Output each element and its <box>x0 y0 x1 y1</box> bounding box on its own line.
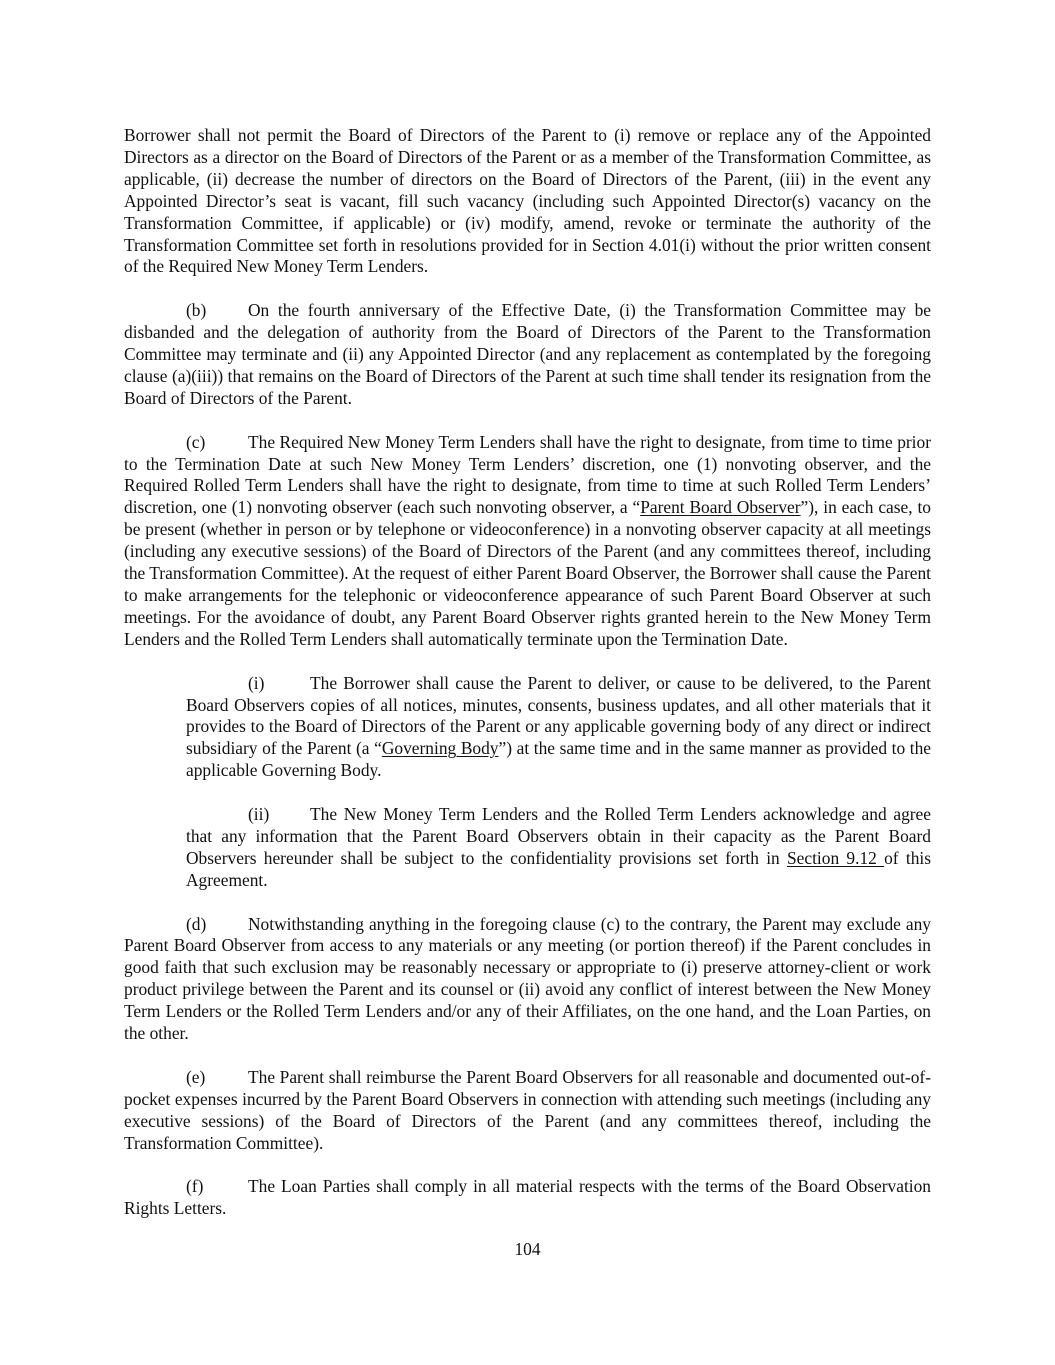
paragraph-c-ii <box>186 804 931 892</box>
section-reference-9-12: Section 9.12 <box>786 847 885 868</box>
defined-term-governing-body: Governing Body <box>381 738 499 759</box>
paragraph-e <box>124 1067 931 1155</box>
paragraph-b-label: (b) <box>186 300 207 321</box>
paragraph-c-i-text-2: ”) at the same time and in the same manner as provided to the applicable Governing Body. <box>186 738 931 781</box>
paragraph-f-label: (f) <box>186 1176 204 1197</box>
paragraph-e-text: The Parent shall reimburse the Parent Board Observers for all reasonable and documented out-of-pocket expenses incurred by the Parent Board Observers in connection with attending such meetings (including any executive sessions) of the Board of Directors of the Parent (and any committees thereof, including the Transformation Committee). <box>124 1066 931 1153</box>
paragraph-b <box>124 300 931 410</box>
page-number: 104 <box>514 1239 541 1259</box>
document-body <box>124 125 931 1220</box>
paragraph-c-i-label: (i) <box>248 672 265 693</box>
defined-term-parent-board-observer: Parent Board Observer <box>640 497 801 518</box>
paragraph-f-text: The Loan Parties shall comply in all material respects with the terms of the Board Observation Rights Letters. <box>124 1176 931 1219</box>
paragraph-a-continuation: Borrower shall not permit the Board of Directors of the Parent to (i) remove or replace any of the Appointed Directors as a director on the Board of Directors of the Parent or as a member of the Transformation Committee, as applicable, (ii) decrease the number of directors on the Board of Directors of the Parent, (iii) in the event any Appointed Director’s seat is vacant, fill such vacancy (including such Appointed Director(s) vacancy on the Transformation Committee, if applicable) or (iv) modify, amend, revoke or terminate the authority of the Transformation Committee set forth in resolutions provided for in Section 4.01(i) without the prior written consent of the Required New Money Term Lenders. <box>124 125 931 277</box>
paragraph-f <box>124 1176 931 1220</box>
paragraph-c-text-2: ”), in each case, to be present (whether in person or by telephone or videoconference) in a nonvoting observer capacity at all meetings (including any executive sessions) of the Board of Directors of the Parent (and any committees thereof, including the Transformation Committee). At the request of either Parent Board Observer, the Borrower shall cause the Parent to make arrangements for the telephonic or videoconference appearance of such Parent Board Observer at such meetings. For the avoidance of doubt, any Parent Board Observer rights granted herein to the New Money Term Lenders and the Rolled Term Lenders shall automatically terminate upon the Termination Date. <box>124 497 931 649</box>
paragraph-b-text: On the fourth anniversary of the Effective Date, (i) the Transformation Committee may be disbanded and the delegation of authority from the Board of Directors of the Parent to the Transformation Committee may terminate and (ii) any Appointed Director (and any replacement as contemplated by the foregoing clause (a)(iii)) that remains on the Board of Directors of the Parent at such time shall tender its resignation from the Board of Directors of the Parent. <box>124 300 931 408</box>
paragraph-d-label: (d) <box>186 913 207 934</box>
paragraph-c-ii-label: (ii) <box>248 804 270 825</box>
paragraph-d-text: Notwithstanding anything in the foregoing clause (c) to the contrary, the Parent may exclude any Parent Board Observer from access to any materials or any meeting (or portion thereof) if the Parent concludes in good faith that such exclusion may be reasonably necessary or appropriate to (i) preserve attorney-client or work product privilege between the Parent and its counsel or (ii) avoid any conflict of interest between the New Money Term Lenders or the Rolled Term Lenders and/or any of their Affiliates, on the one hand, and the Loan Parties, on the other. <box>124 913 931 1044</box>
paragraph-c-i <box>186 673 931 783</box>
paragraph-c-ii-text-2: of this Agreement. <box>186 847 931 890</box>
paragraph-c-ii-text-1: The New Money Term Lenders and the Rolled Term Lenders acknowledge and agree that any information that the Parent Board Observers obtain in their capacity as the Parent Board Observers hereunder shall be subject to the confidentiality provisions set forth in <box>186 804 931 868</box>
paragraph-c-i-text-1: The Borrower shall cause the Parent to deliver, or cause to be delivered, to the Parent Board Observers copies of all notices, minutes, consents, business updates, and all other materials that it provides to the Board of Directors of the Parent or any applicable governing body of any direct or indirect subsidiary of the Parent (a “ <box>186 672 931 759</box>
paragraph-c-label: (c) <box>186 431 206 452</box>
paragraph-c <box>124 432 931 651</box>
paragraph-e-label: (e) <box>186 1066 206 1087</box>
paragraph-d <box>124 914 931 1045</box>
paragraph-c-text-1: The Required New Money Term Lenders shall have the right to designate, from time to time prior to the Termination Date at such New Money Term Lenders’ discretion, one (1) nonvoting observer, and the Required Rolled Term Lenders shall have the right to designate, from time to time at such Rolled Term Lenders’ discretion, one (1) nonvoting observer (each such nonvoting observer, a “ <box>124 431 931 518</box>
